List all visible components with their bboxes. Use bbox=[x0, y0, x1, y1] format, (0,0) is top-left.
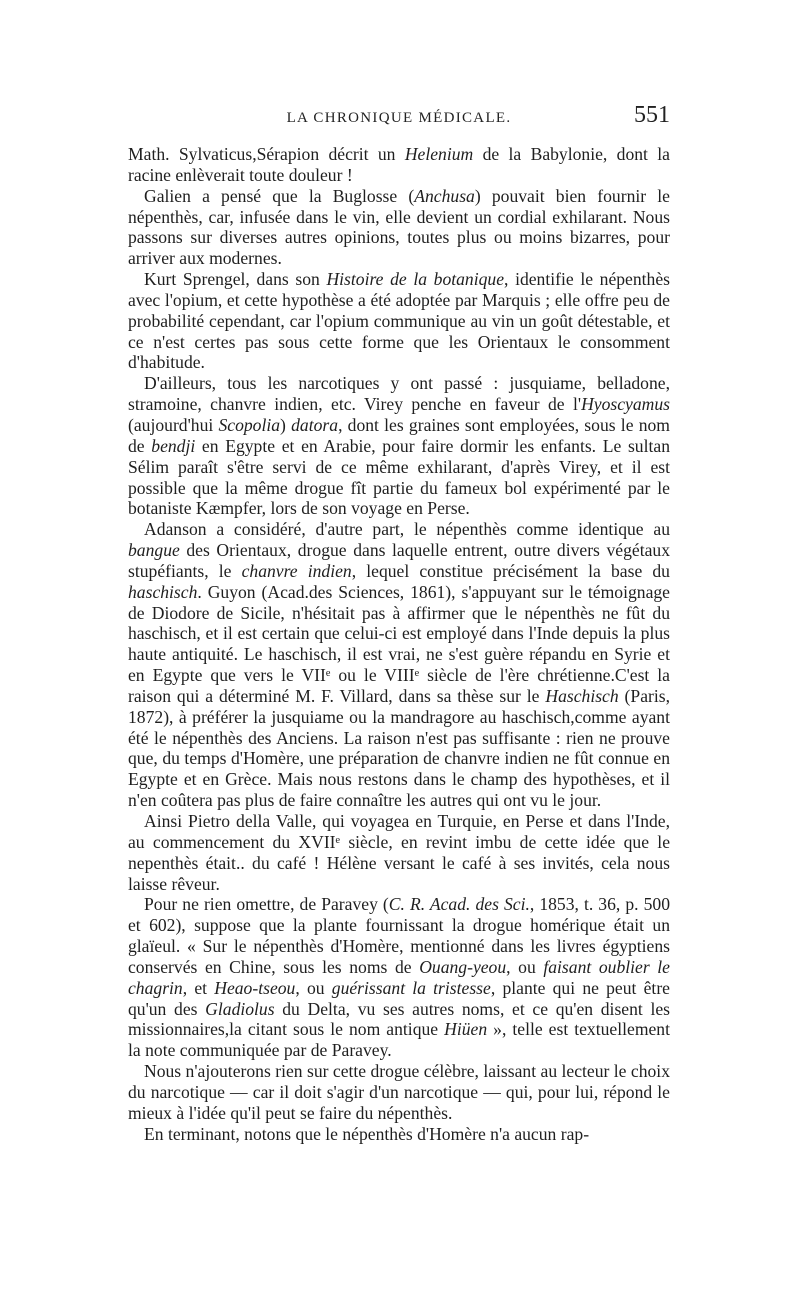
paragraph-2: Galien a pensé que la Buglosse (Anchusa) pouvait bien fournir le népenthès, car, infusée dans le vin, elle devient un cordial exhilarant. Nous passons sur diverses autres opinions, toutes plus ou moins bizarres, pour arriver aux modernes. bbox=[128, 185, 670, 269]
paragraph-3: Kurt Sprengel, dans son Histoire de la botanique, identifie le népenthès avec l'opium, et cette hypothèse a été adoptée par Marquis ; elle offre peu de probabilité cependant, car l'opium communique au vin un goût détestable, et ce n'est certes pas sous cette forme que les Orientaux le consomment d'habitude. bbox=[128, 269, 671, 373]
paragraph-9: En terminant, notons que le népenthès d'Homère n'a aucun rap- bbox=[144, 1123, 590, 1144]
body-text bbox=[128, 144, 670, 1145]
page-number: 551 bbox=[634, 102, 670, 128]
paragraph-8: Nous n'ajouterons rien sur cette drogue célèbre, laissant au lecteur le choix du narcotique — car il doit s'agir d'un narcotique — qui, pour lui, répond le mieux à l'idée qu'il peut se faire du népenthès. bbox=[128, 1061, 670, 1123]
paragraph-5: Adanson a considéré, d'autre part, le népenthès comme identique au bangue des Orientaux, drogue dans laquelle entrent, outre divers végétaux stupéfiants, le chanvre indien, lequel constitue précisément la base du haschisch. Guyon (Acad.des Sciences, 1861), s'appuyant sur le témoignage de Diodore de Sicile, n'hésitait pas à affirmer que le népenthès ne fût du haschisch, et il est certain que celui-ci est employé dans l'Inde depuis la plus haute antiquité. Le haschisch, il est vrai, ne s'est guère répandu en Syrie et en Egypte que vers le VIIᵉ ou le VIIIᵉ siècle de l'ère chrétienne.C'est la raison qui a déterminé M. F. Villard, dans sa thèse sur le Haschisch (Paris, 1872), à préférer la jusquiame ou la mandragore au haschisch,comme ayant été le népenthès des Anciens. La raison n'est pas suffisante : rien ne prouve que, du temps d'Homère, une préparation de chanvre indien ne fût connue en Egypte et en Grèce. Mais nous restons dans le champ des hypothèses, et il n'en coûtera pas plus de faire connaître les autres qui ont vu le jour. bbox=[128, 519, 671, 811]
page-header bbox=[128, 102, 670, 136]
paragraph-4: D'ailleurs, tous les narcotiques y ont passé : jusquiame, belladone, stramoine, chanvre indien, etc. Virey penche en faveur de l'Hyoscyamus (aujourd'hui Scopolia) datora, dont les graines sont employées, sous le nom de bendji en Egypte et en Arabie, pour faire dormir les enfants. Le sultan Sélim paraît s'être servi de ce même exhilarant, d'après Virey, et il est possible que la même drogue fît partie du fameux bol expérimenté par le botaniste Kæmpfer, lors de son voyage en Perse. bbox=[128, 373, 670, 519]
running-head: LA CHRONIQUE MÉDICALE. bbox=[286, 110, 512, 126]
paragraph-6: Ainsi Pietro della Valle, qui voyagea en Turquie, en Perse et dans l'Inde, au commencement du XVIIᵉ siècle, en revint imbu de cette idée que le nepenthès était.. du café ! Hélène versant le café à ses invités, cela nous laisse rêveur. bbox=[128, 811, 670, 894]
paragraph-1: Math. Sylvaticus,Sérapion décrit un Helenium de la Babylonie, dont la racine enlèverait toute douleur ! bbox=[128, 144, 670, 185]
paragraph-7: Pour ne rien omettre, de Paravey (C. R. Acad. des Sci., 1853, t. 36, p. 500 et 602), suppose que la plante fournissant la drogue homérique était un glaïeul. « Sur le népenthès d'Homère, mentionné dans les livres égyptiens conservés en Chine, sous les noms de Ouang-yeou, ou faisant oublier le chagrin, et Heao-tseou, ou guérissant la tristesse, plante qui ne peut être qu'un des Gladiolus du Delta, vu ses autres noms, et ce qu'en disent les missionnaires,la citant sous le nom antique Hiüen », telle est textuellement la note communiquée par de Paravey. bbox=[128, 894, 671, 1061]
